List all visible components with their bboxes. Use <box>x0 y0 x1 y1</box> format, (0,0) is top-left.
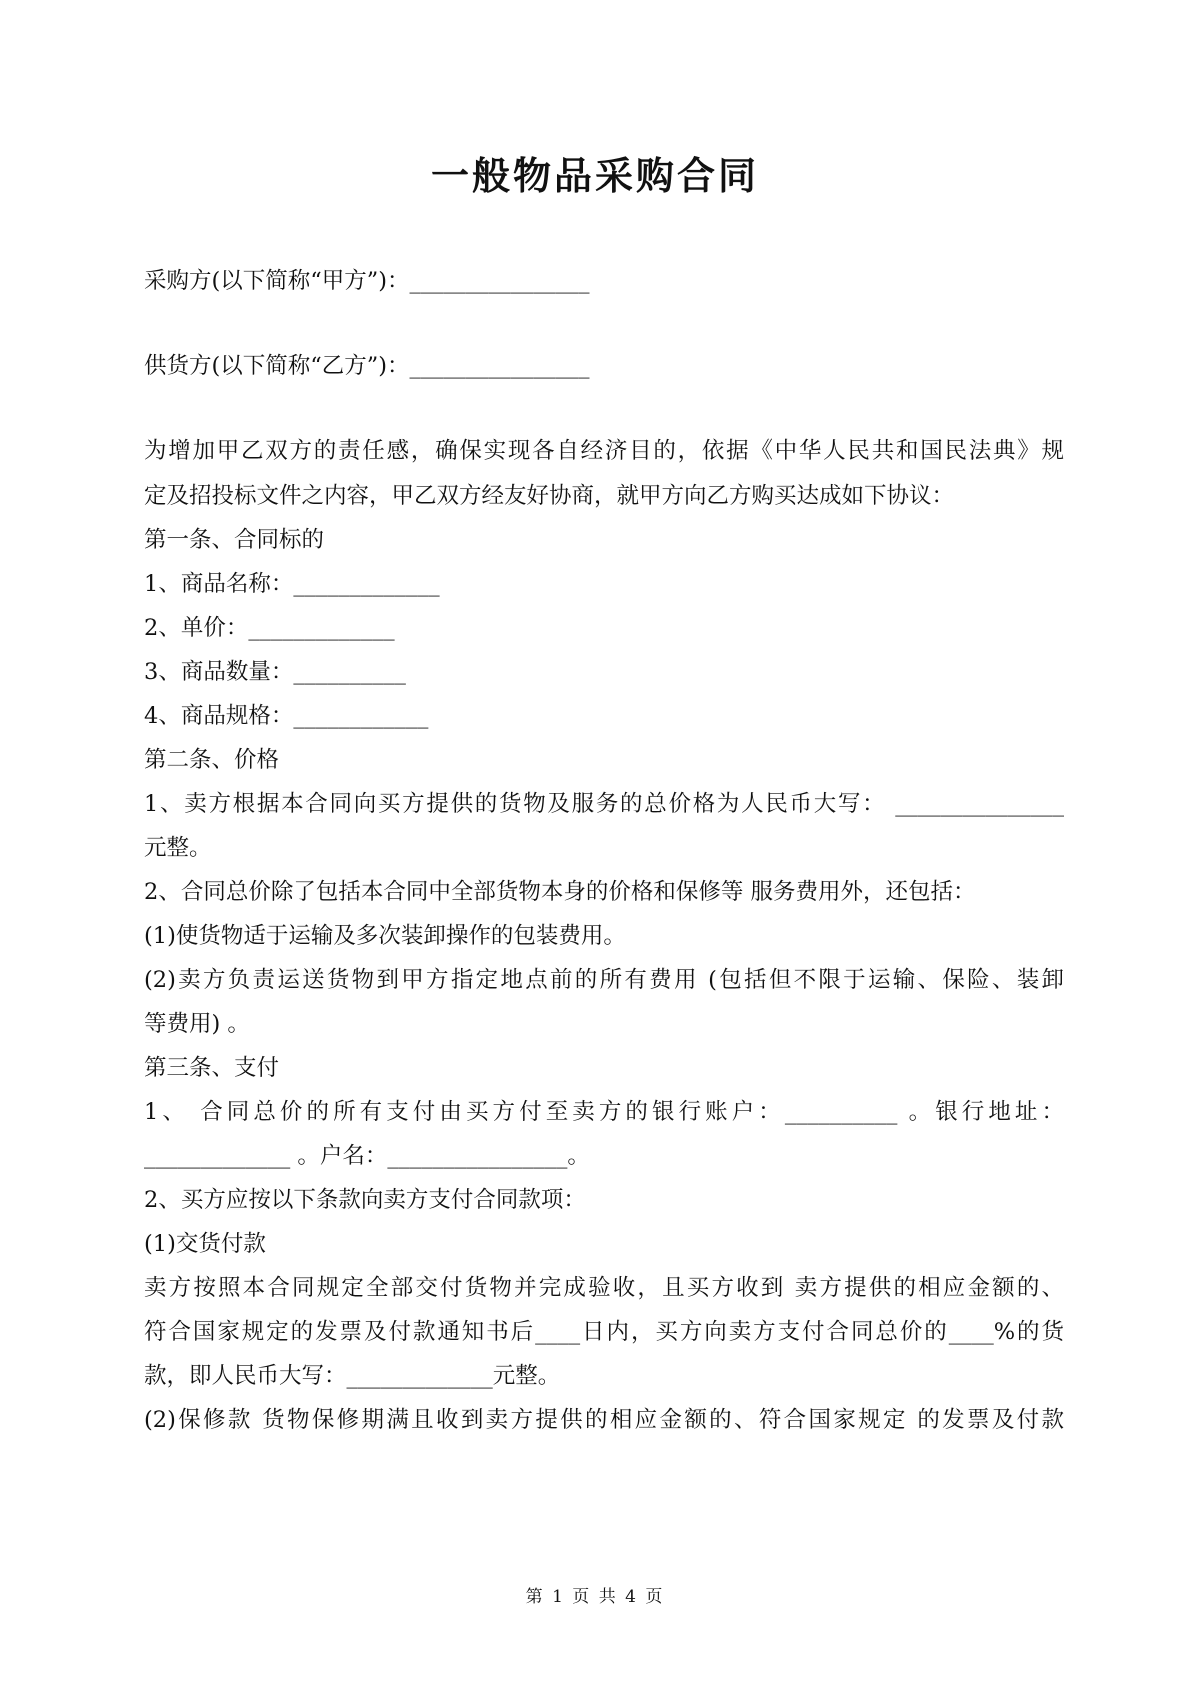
page-number-footer: 第 1 页 共 4 页 <box>525 1587 665 1607</box>
warranty-payment-line: (2)保修款 货物保修期满且收到卖方提供的相应金额的、符合国家规定 的发票及付款 <box>144 1407 1064 1433</box>
delivery-payment-heading: (1)交货付款 <box>144 1231 266 1257</box>
quantity-line: 3、商品数量：__________ <box>144 659 406 685</box>
payment-terms-line: 2、买方应按以下条款向卖方支付合同款项： <box>144 1187 586 1213</box>
total-price-line: 1、卖方根据本合同向买方提供的货物及服务的总价格为人民币大写： _______________ <box>144 791 1064 817</box>
article-1-heading: 第一条、合同标的 <box>144 527 325 553</box>
bank-account-line: 1、 合同总价的所有支付由买方付至卖方的银行账户：__________ 。银行地址： <box>144 1099 1064 1125</box>
bank-address-line: _____________ 。户名：________________。 <box>144 1143 590 1169</box>
article-2-heading: 第二条、价格 <box>144 747 280 773</box>
document-title: 一般物品采购合同 <box>430 153 759 198</box>
price-includes-line: 2、合同总价除了包括本合同中全部货物本身的价格和保修等 服务费用外，还包括： <box>144 879 976 905</box>
buyer-line: 采购方(以下简称“甲方”)：________________ <box>144 268 590 294</box>
specification-line: 4、商品规格：____________ <box>144 703 429 729</box>
packaging-cost-line: (1)使货物适于运输及多次装卸操作的包装费用。 <box>144 923 626 949</box>
supplier-line: 供货方(以下简称“乙方”)：________________ <box>144 353 590 379</box>
article-3-heading: 第三条、支付 <box>144 1055 280 1081</box>
total-price-unit-line: 元整。 <box>144 835 212 861</box>
delivery-cost-line-2: 等费用) 。 <box>144 1011 250 1037</box>
delivery-payment-line-1: 卖方按照本合同规定全部交付货物并完成验收，且买方收到 卖方提供的相应金额的、 <box>144 1275 1064 1301</box>
delivery-cost-line-1: (2)卖方负责运送货物到甲方指定地点前的所有费用 (包括但不限于运输、保险、装卸 <box>144 967 1064 993</box>
preamble-line-2: 定及招投标文件之内容，甲乙双方经友好协商，就甲方向乙方购买达成如下协议： <box>144 483 955 509</box>
product-name-line: 1、商品名称：_____________ <box>144 571 440 597</box>
delivery-payment-line-3: 款，即人民币大写：_____________元整。 <box>144 1363 561 1389</box>
delivery-payment-line-2: 符合国家规定的发票及付款通知书后____日内，买方向卖方支付合同总价的____%的货 <box>144 1319 1064 1345</box>
unit-price-line: 2、单价：_____________ <box>144 615 395 641</box>
preamble-line-1: 为增加甲乙双方的责任感，确保实现各自经济目的，依据《中华人民共和国民法典》规 <box>144 438 1064 464</box>
